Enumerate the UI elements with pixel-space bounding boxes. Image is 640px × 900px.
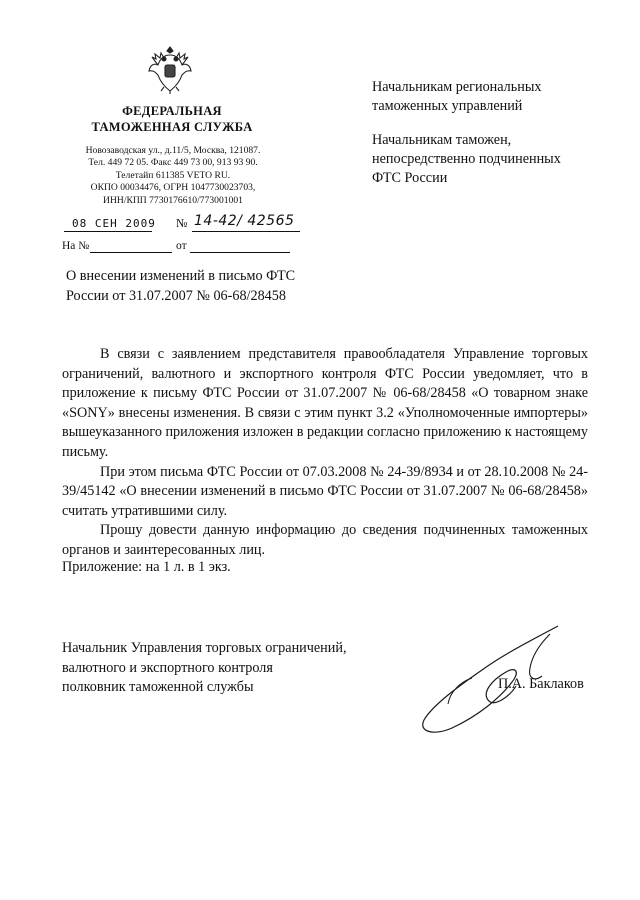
signer-title-line: валютного и экспортного контроля [62,659,273,676]
coat-of-arms-icon [146,43,194,95]
body-paragraph-2: При этом письма ФТС России от 07.03.2008 № 24-39/8934 и от 28.10.2008 № 24-39/45142 «О внесении изменений в письмо ФТС России от 31.07.2007 № 06-68/28458» считать утратившими силу. [62,463,588,519]
signer-name: П.А. Баклаков [498,676,584,692]
signer-title [62,639,392,698]
organization-name [72,103,272,135]
number-label: № [176,216,188,230]
phone-line: Тел. 449 72 05. Факс 449 73 00, 913 93 90. [88,157,258,169]
reply-date-blank [190,252,290,253]
okpo-line: ОКПО 00034476, ОГРН 1047730023703, [90,182,256,194]
number-underline [192,231,300,232]
body-paragraph-1: В связи с заявлением представителя правообладателя Управление торговых ограничений, валютного и экспортного контроля ФТС России уведомляет, что в приложение к письму ФТС России от 31.07.2007 № 06-68/28458 «О товарном знаке «SONY» внесены изменения. В связи с этим пункт 3.2 «Уполномоченные импортеры» вышеуказанного приложения изложен в редакции согласно приложению к настоящему письму. [62,346,588,460]
signer-title-line: полковник таможенной службы [62,679,254,695]
inn-line: ИНН/КПП 7730176610/773001001 [103,194,243,206]
registration-date: 08 СЕН 2009 [72,217,156,230]
registration-row [62,213,302,234]
letter-body [62,345,588,561]
teletype-line: Телетайп 611385 VETO RU. [115,169,231,181]
registration-number: 14-42/ 42565 [194,213,295,229]
reply-to-label: На № [62,240,90,252]
addressee-block-customs [372,131,602,188]
address-line: Новозаводская ул., д.11/5, Москва, 121087. [85,145,261,156]
organization-name-line2: ТАМОЖЕННАЯ СЛУЖБА [91,120,253,134]
addressee-block-regional [372,78,602,116]
subject-line: О внесении изменений в письмо ФТС [66,268,296,284]
attachment-note: Приложение: на 1 л. в 1 экз. [62,559,231,575]
addressee-line: Начальникам таможен, [372,132,512,148]
reply-reference-row [62,240,302,256]
addressee-line: таможенных управлений [372,98,523,114]
addressee-line: непосредственно подчиненных [372,151,561,167]
reply-number-blank [90,252,172,253]
from-label: от [176,240,187,252]
addressees [372,78,602,203]
signer-title-line: Начальник Управления торговых ограничений, [62,640,347,656]
body-paragraph-3: Прошу довести данную информацию до сведения подчиненных таможенных органов и заинтересованных лиц. [62,522,588,558]
subject-line: России от 31.07.2007 № 06-68/28458 [66,288,286,304]
letter-subject [66,266,326,306]
date-underline [64,231,152,232]
addressee-line: ФТС России [372,170,448,186]
organization-address [62,145,284,207]
organization-name-line1: ФЕДЕРАЛЬНАЯ [122,104,222,118]
addressee-line: Начальникам региональных [372,79,542,95]
